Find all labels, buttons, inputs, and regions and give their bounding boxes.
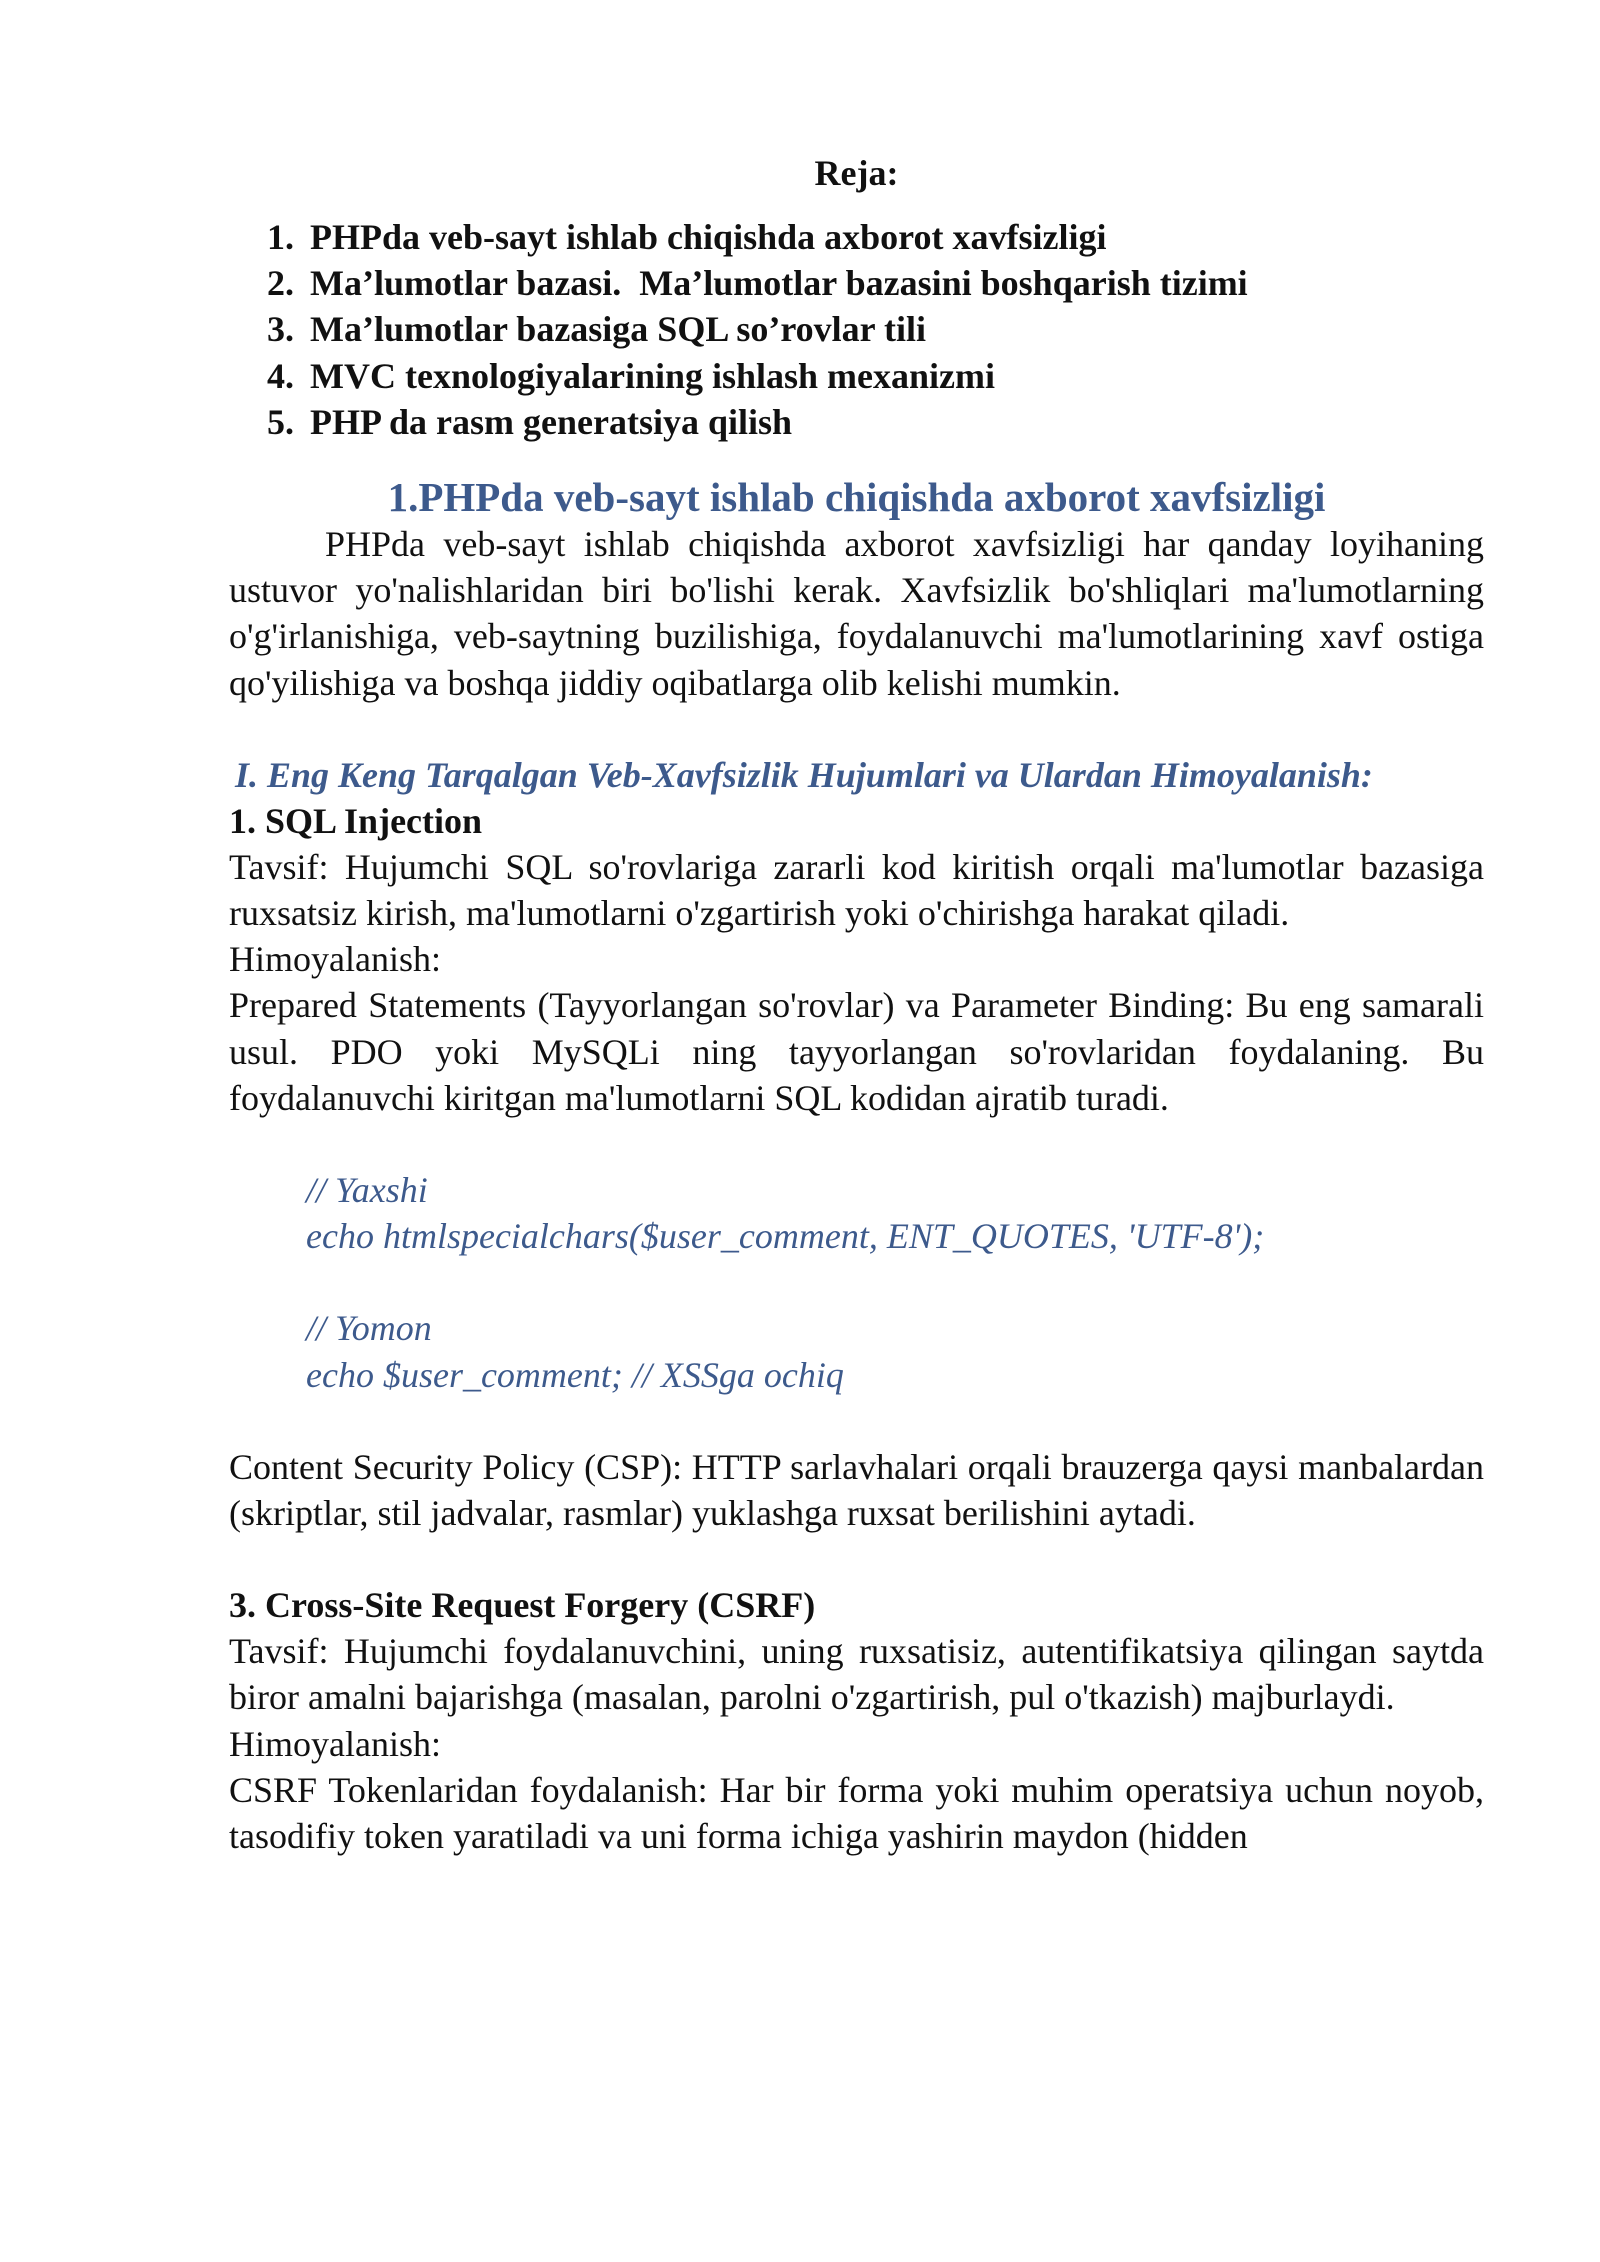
csp-paragraph: Content Security Policy (CSP): HTTP sarlavhalari orqali brauzerga qaysi manbalardan (skriptlar, stil jadvalar, rasmlar) yuklashga ruxsat berilishini aytadi. (229, 1446, 1484, 1534)
code-good-line: echo htmlspecialchars($user_comment, ENT_QUOTES, 'UTF-8'); (306, 1216, 1265, 1257)
plan-item (229, 399, 1484, 445)
sql-injection-description: Tavsif: Hujumchi SQL so'rovlariga zararli kod kiritish orqali ma'lumotlar bazasiga ruxsatsiz kirish, ma'lumotlarni o'zgartirish yoki o'chirishga harakat qiladi. (229, 846, 1484, 934)
plan-title: Reja: (814, 153, 899, 193)
code-bad-comment: // Yomon (306, 1308, 432, 1349)
attacks-heading: I. Eng Keng Tarqalgan Veb-Xavfsizlik Hujumlari va Ulardan Himoyalanish: (235, 754, 1373, 795)
spacer (229, 1398, 1484, 1444)
sql-protection-text: Prepared Statements (Tayyorlangan so'rovlar) va Parameter Binding: Bu eng samarali usul. PDO yoki MySQLi ning tayyorlangan so'rovlaridan foydalaning. Bu foydalanuvchi kiritgan ma'lumotlarni SQL kodidan ajratib turadi. (229, 985, 1484, 1118)
plan-list (229, 214, 1484, 445)
plan-item-number: 5. (267, 401, 294, 442)
plan-item-number: 1. (267, 217, 294, 257)
plan-item (229, 260, 1484, 306)
plan-item-number: 4. (267, 355, 294, 396)
csrf-description: Tavsif: Hujumchi foydalanuvchini, uning ruxsatisiz, autentifikatsiya qilingan saytda biror amalni bajarishga (masalan, parolni o'zgartirish, pul o'tkazish) majburlaydi. (229, 1631, 1484, 1718)
plan-item (229, 214, 1484, 260)
plan-item-text: Ma’lumotlar bazasi. Ma’lumotlar bazasini boshqarish tizimi (310, 263, 1248, 304)
spacer (229, 1259, 1484, 1305)
spacer (229, 1536, 1484, 1582)
intro-paragraph: PHPda veb-sayt ishlab chiqishda axborot xavfsizligi har qanday loyihaning ustuvor yo'nalishlaridan biri bo'lishi kerak. Xavfsizlik bo'shliqlari ma'lumotlarning o'g'irlanishiga, veb-saytning buzilishiga, foydalanuvchi ma'lumotlarining xavf ostiga qo'yilishiga va boshqa jiddiy oqibatlarga olib kelishi mumkin. (229, 524, 1484, 703)
plan-item-text: Ma’lumotlar bazasiga SQL so’rovlar tili (310, 309, 927, 350)
plan-item (229, 353, 1484, 399)
spacer (229, 706, 1484, 752)
document-content (229, 150, 1484, 1859)
spacer (229, 1121, 1484, 1167)
csrf-protection-text: CSRF Tokenlaridan foydalanish: Har bir forma yoki muhim operatsiya uchun noyob, tasodifiy token yaratiladi va uni forma ichiga yashirin maydon (hidden (229, 1769, 1484, 1857)
code-bad-line: echo $user_comment; // XSSga ochiq (306, 1354, 844, 1395)
sql-injection-title: 1. SQL Injection (229, 800, 483, 841)
plan-item-number: 2. (267, 263, 294, 304)
csrf-protection-label: Himoyalanish: (229, 1723, 441, 1764)
plan-item-number: 3. (267, 309, 294, 350)
plan-item-text: PHPda veb-sayt ishlab chiqishda axborot xavfsizligi (310, 217, 1107, 257)
plan-item-text: MVC texnologiyalarining ishlash mexanizmi (310, 355, 996, 396)
plan-item-text: PHP da rasm generatsiya qilish (310, 401, 793, 442)
csrf-title: 3. Cross-Site Request Forgery (CSRF) (229, 1585, 816, 1626)
sql-protection-label: Himoyalanish: (229, 939, 441, 980)
code-good-comment: // Yaxshi (306, 1170, 428, 1211)
section-heading: 1.PHPda veb-sayt ishlab chiqishda axborot xavfsizligi (387, 474, 1326, 521)
plan-item (229, 306, 1484, 352)
